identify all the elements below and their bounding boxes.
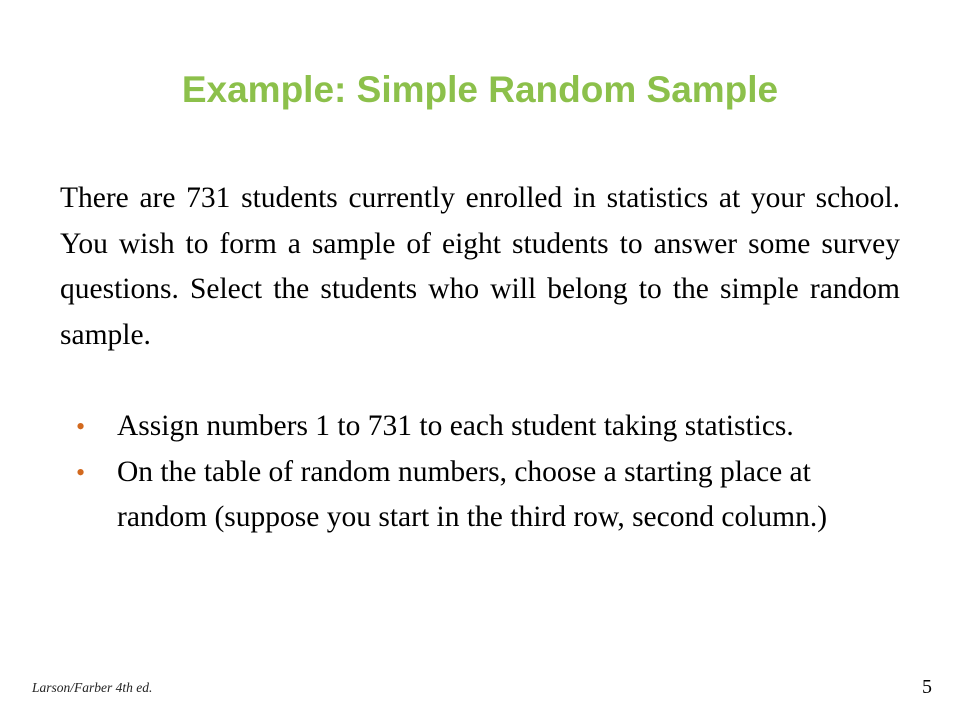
page-number: 5 bbox=[922, 676, 932, 698]
bullet-item bbox=[76, 450, 836, 541]
bullet-icon: • bbox=[76, 412, 86, 441]
bullet-text: Assign numbers 1 to 731 to each student taking statistics. bbox=[117, 410, 794, 442]
bullet-list bbox=[76, 404, 836, 541]
slide-title: Example: Simple Random Sample bbox=[181, 69, 779, 110]
bullet-item bbox=[76, 404, 836, 450]
bullet-icon: • bbox=[76, 457, 86, 487]
footer-citation: Larson/Farber 4th ed. bbox=[32, 680, 153, 695]
intro-paragraph: There are 731 students currently enrolled in statistics at your school. You wish to form a sample of eight students to answer some survey questions. Select the students who will belong to the simple random sample. bbox=[60, 182, 900, 351]
bullet-text: On the table of random numbers, choose a starting place at random (suppose you start in the third row, second column.) bbox=[117, 455, 828, 533]
